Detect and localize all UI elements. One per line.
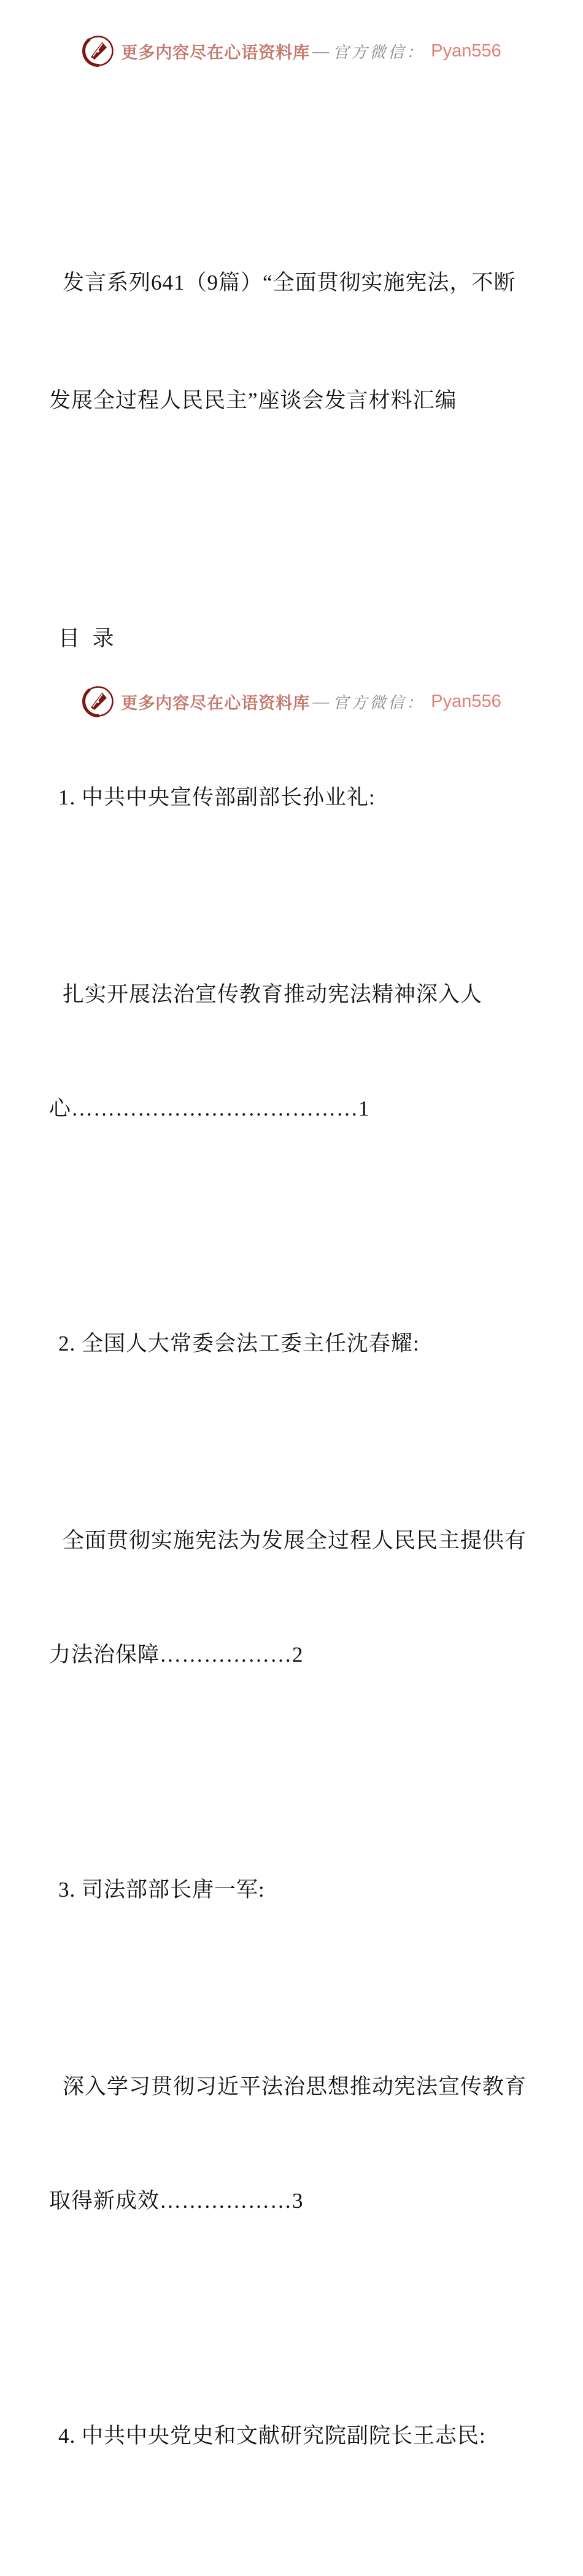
title-line-2: 发展全过程人民民主”座谈会发言材料汇编 (49, 388, 457, 412)
pen-circle-logo-icon (82, 685, 115, 718)
toc-entry-1-body-line-2: 心…………………………………1 (49, 1097, 370, 1120)
toc-entry-2-body-line-2: 力法治保障………………2 (49, 1643, 304, 1667)
watermark-wechat-id: Pyan556 (431, 40, 501, 61)
toc-entry-4-heading: 4. 中共中央党史和文献研究院副院长王志民: (58, 2424, 486, 2448)
watermark-wechat-label: 官方微信： (333, 43, 425, 61)
toc-entry-3-body (49, 1992, 535, 2296)
watermark-site-text: 更多内容尽在心语资料库 (121, 693, 311, 712)
watermark-wechat-id: Pyan556 (431, 691, 501, 711)
watermark-site-text: 更多内容尽在心语资料库 (121, 43, 311, 62)
toc-entry-1-body (49, 900, 535, 1204)
footer-watermark (0, 685, 583, 718)
toc-entry-3-body-line-1: 深入学习贯彻习近平法治思想推动宪法宣传教育 (63, 2075, 527, 2099)
toc-entry-2-body (49, 1446, 535, 1750)
pen-circle-logo-icon (82, 34, 115, 67)
watermark-dash: — (312, 692, 330, 711)
toc-heading: 目 录 (58, 627, 115, 650)
title-line-1: 发言系列641（9篇）“全面贯彻实施宪法，不断 (63, 271, 516, 295)
document-content (49, 71, 535, 2576)
toc-entry-1-body-line-1: 扎实开展法治宣传教育推动宪法精神深入人 (63, 982, 483, 1006)
watermark-dash: — (312, 41, 330, 60)
document-title (49, 185, 535, 499)
header-watermark (0, 34, 583, 67)
toc-entry-1-heading: 1. 中共中央宣传部副部长孙业礼: (58, 785, 376, 809)
toc-entry-3-body-line-2: 取得新成效………………3 (49, 2189, 304, 2213)
toc-entry-2-body-line-1: 全面贯彻实施宪法为发展全过程人民民主提供有 (63, 1529, 527, 1552)
toc-entry-3-heading: 3. 司法部部长唐一军: (58, 1878, 265, 1902)
watermark-wechat-label: 官方微信： (333, 693, 425, 712)
toc-entry-2-heading: 2. 全国人大常委会法工委主任沈春耀: (58, 1332, 420, 1355)
